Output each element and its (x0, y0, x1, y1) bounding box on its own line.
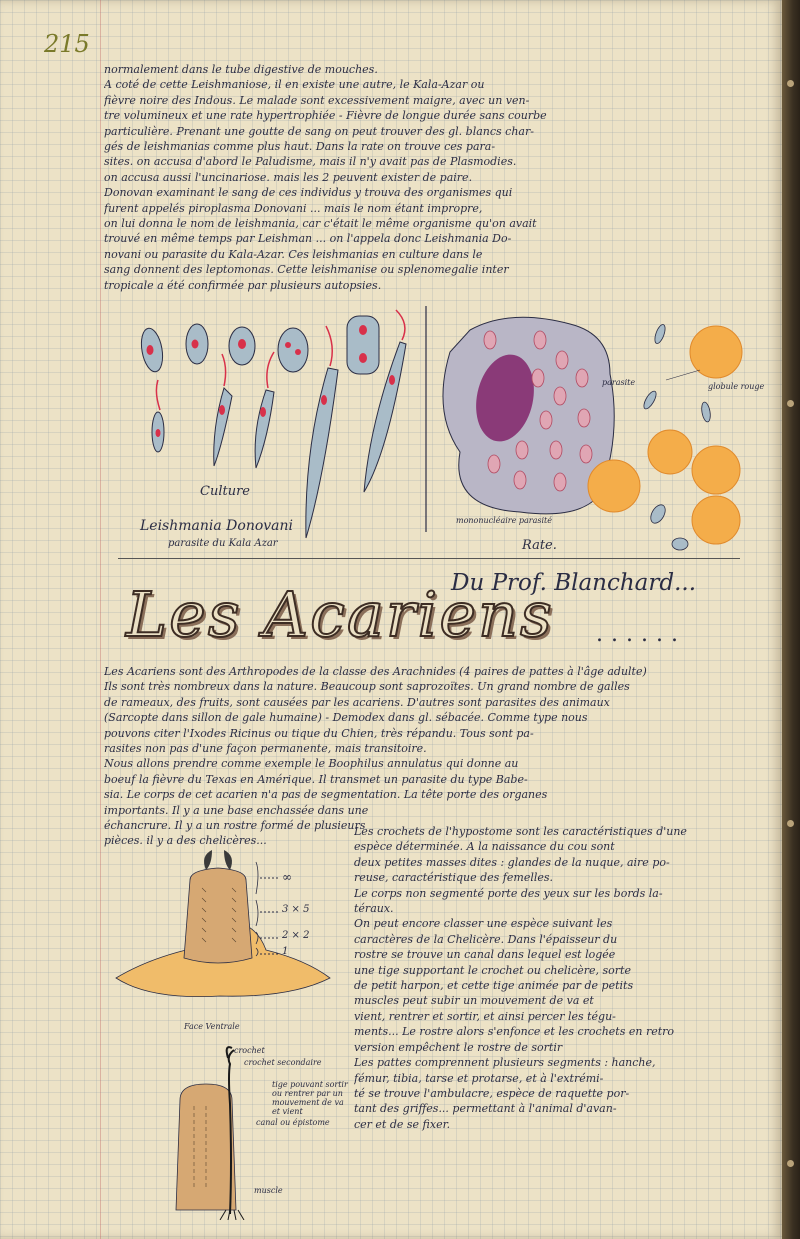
section-title (126, 568, 746, 663)
page-number: 215 (44, 30, 90, 58)
text-line: fièvre noire des Indous. Le malade sont excessivement maigre, avec un ven- (104, 93, 530, 107)
row-label-1: ∞ (282, 870, 292, 884)
text-line: reuse, caractéristique des femelles. (354, 871, 554, 885)
text-line: pouvons citer l'Ixodes Ricinus ou tique du Chien, très répandu. Tous sont pa- (104, 726, 534, 740)
text-line: tant des griffes... permettant à l'animal d'avan- (354, 1102, 617, 1116)
text-line: té se trouve l'ambulacre, espèce de raquette por- (354, 1086, 630, 1100)
text-line: sites. on accusa d'abord le Paludisme, mais il n'y avait pas de Plasmodies. (104, 155, 517, 169)
paragraph-leishmaniose (104, 62, 738, 293)
text-line: particulière. Prenant une goutte de sang on peut trouver des gl. blancs char- (104, 124, 534, 138)
text-line: boeuf la fièvre du Texas en Amérique. Il transmet un parasite du type Babe- (104, 772, 528, 786)
text-line: rasites non pas d'une façon permanente, mais transitoire. (104, 742, 427, 756)
text-line: de rameaux, des fruits, sont causées par les acariens. D'autres sont parasites des animaux (104, 695, 610, 709)
text-line: échancrure. Il y a un rostre formé de plusieurs (104, 819, 366, 833)
text-line: (Sarcopte dans sillon de gale humaine) - Demodex dans gl. sébacée. Comme type nous (104, 711, 588, 725)
text-line: on accusa aussi l'uncinariose. mais les 2 peuvent exister de paire. (104, 170, 473, 184)
section-rule (118, 558, 740, 559)
text-line: Le corps non segmenté porte des yeux sur les bords la- (354, 886, 663, 900)
text-line: tre volumineux et une rate hypertrophiée - Fièvre de longue durée sans courbe (104, 109, 547, 123)
binding-strip (782, 0, 800, 1239)
text-line: pièces. il y a des chelicères... (104, 834, 267, 848)
title-main: Les Acariens (126, 578, 554, 651)
face-ventrale-caption: Face Ventrale (184, 1022, 240, 1031)
figure-rostre (110, 840, 350, 1030)
text-line: téraux. (354, 902, 394, 916)
text-line: caractères de la Chelicère. Dans l'épaisseur du (354, 932, 618, 946)
title-dots: ...... (596, 622, 686, 647)
text-line: Donovan examinant le sang de ces individus y trouva des organismes qui (104, 186, 513, 200)
text-line: Nous allons prendre comme exemple le Boophilus annulatus qui donne au (104, 757, 519, 771)
canal-label: canal ou épistome (256, 1118, 330, 1127)
text-line: Ils sont très nombreux dans la nature. Beaucoup sont saprozoïtes. Un grand nombre de galles (104, 680, 630, 694)
row-label-3: 2 × 2 (282, 930, 310, 941)
leishmania-title: Leishmania Donovani (140, 518, 294, 534)
text-line: une tige supportant le crochet ou chelicère, sorte (354, 963, 631, 977)
text-line: on lui donna le nom de leishmania, car c'était le même organisme qu'on avait (104, 217, 537, 231)
text-line: de petit harpon, et cette tige animée par de petits (354, 979, 634, 993)
mononucleaire-label: mononucléaire parasité (456, 516, 552, 525)
margin-line (100, 0, 101, 1239)
tige-label: tige pouvant sortir ou rentrer par un mouvement de va et vient (272, 1080, 348, 1116)
text-line: importants. Il y a une base enchassée dans une (104, 803, 369, 817)
text-line: sang donnent des leptomonas. Cette leishmanise ou splenomegalie inter (104, 263, 509, 277)
rate-caption: Rate. (522, 538, 557, 553)
culture-cells (138, 310, 406, 538)
text-line: trouvé en même temps par Leishman ... on l'appela donc Leishmania Do- (104, 232, 512, 246)
crochet-label: crochet (234, 1046, 265, 1055)
text-line: tropicale a été confirmée par plusieurs autopsies. (104, 278, 382, 292)
muscle-label: muscle (254, 1186, 283, 1195)
leishmania-subtitle: parasite du Kala Azar (168, 538, 278, 549)
text-line: espèce déterminée. A la naissance du cou sont (354, 840, 615, 854)
text-line: furent appelés piroplasma Donovani ... mais le nom étant impropre, (104, 201, 483, 215)
culture-caption: Culture (200, 484, 250, 499)
text-line: cer et de se fixer. (354, 1117, 451, 1131)
text-line: sia. Le corps de cet acarien n'a pas de segmentation. La tête porte des organes (104, 788, 548, 802)
text-line: rostre se trouve un canal dans lequel est logée (354, 948, 616, 962)
text-line: normalement dans le tube digestive de mouches. (104, 63, 378, 76)
paragraph-acariens (104, 664, 744, 849)
text-line: vient, rentrer et sortir, et ainsi percer les tégu- (354, 1009, 616, 1023)
text-line: fémur, tibia, tarse et protarse, et à l'extrémi- (354, 1071, 604, 1085)
text-line: Les pattes comprennent plusieurs segments : hanche, (354, 1056, 656, 1070)
text-line: On peut encore classer une espèce suivant les (354, 917, 613, 931)
title-byline: Du Prof. Blanchard... (451, 570, 697, 596)
text-line: version empêchent le rostre de sortir (354, 1040, 563, 1054)
text-line: Les Acariens sont des Arthropodes de la classe des Arachnides (4 paires de pattes à l'âge adulte) (104, 665, 647, 678)
crochet-secondaire-label: crochet secondaire (244, 1058, 322, 1067)
text-line: novani ou parasite du Kala-Azar. Ces leishmanias en culture dans le (104, 247, 483, 261)
text-line: ments... Le rostre alors s'enfonce et les crochets en retro (354, 1025, 675, 1039)
parasite-label: parasite (602, 378, 636, 387)
text-line: deux petites masses dites : glandes de la nuque, aire po- (354, 855, 670, 869)
globule-label: globule rouge (708, 382, 765, 391)
row-label-2: 3 × 5 (282, 904, 310, 915)
figure-leishmania (0, 300, 782, 562)
row-label-4: 1 (282, 946, 289, 957)
text-line: A coté de cette Leishmaniose, il en existe une autre, le Kala-Azar ou (104, 78, 485, 92)
text-line: gés de leishmanias comme plus haut. Dans la rate on trouve ces para- (104, 140, 496, 154)
text-line: Les crochets de l'hypostome sont les caractéristiques d'une (354, 825, 687, 838)
text-line: muscles peut subir un mouvement de va et (354, 994, 594, 1008)
paragraph-rostre (354, 824, 746, 1132)
